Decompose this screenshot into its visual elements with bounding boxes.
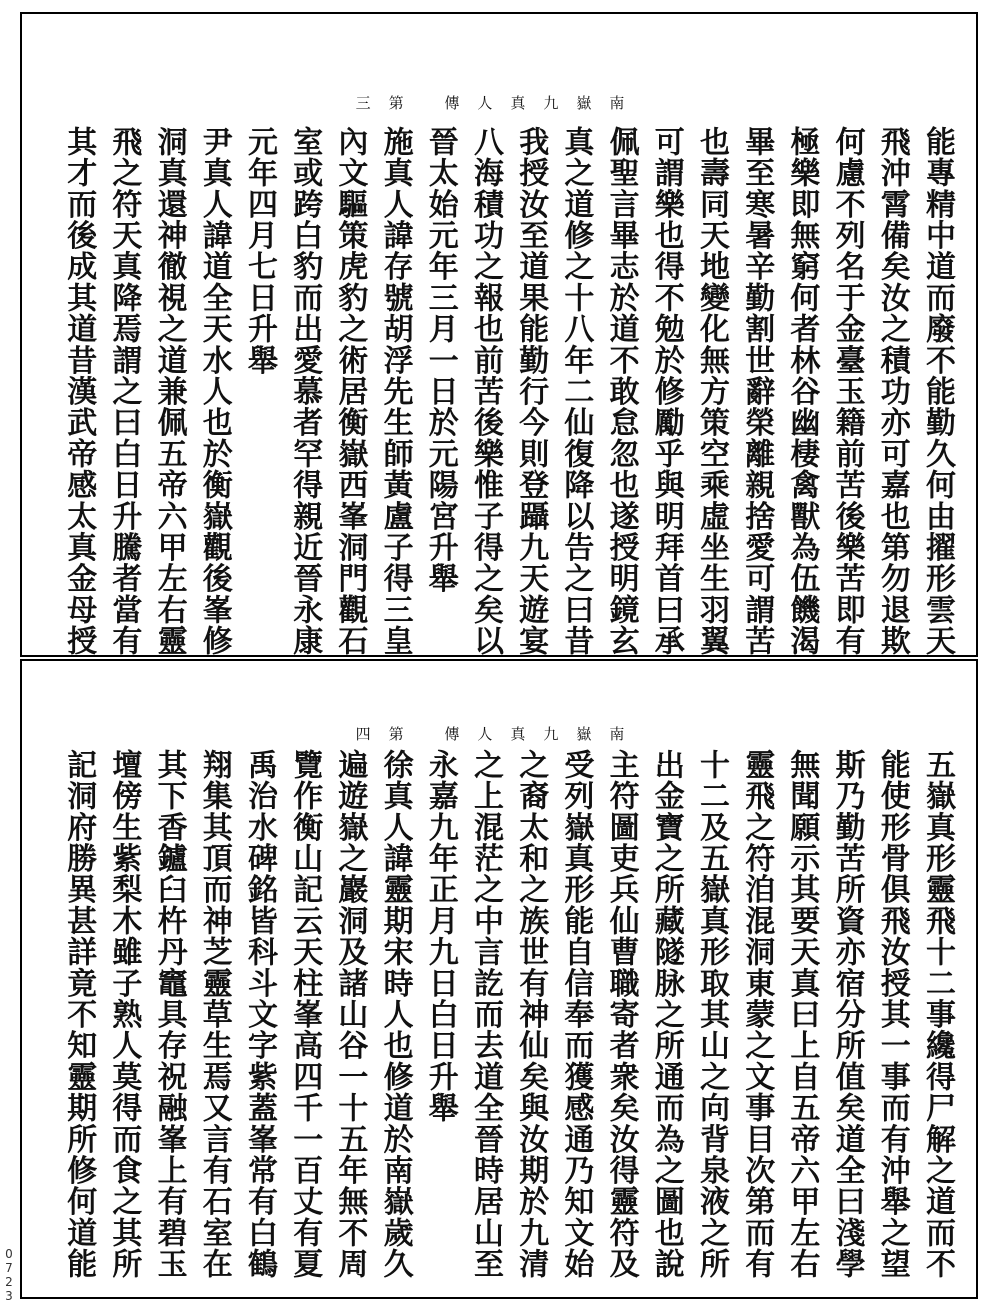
top-text-column: 室或跨白豹而出愛慕者罕得親近晉永康 (287, 126, 323, 657)
lower-page-header: 南嶽九真人傳 第四 (355, 725, 643, 743)
bottom-text-column: 壇傍生紫梨木雖子熟人莫得而食之其所 (106, 749, 142, 1280)
bottom-text-column: 斯乃勤苦所資亦宿分所值矣道全曰淺學 (829, 749, 865, 1280)
bottom-text-column: 能使形骨俱飛汝授其一事而有沖舉之望 (874, 749, 910, 1280)
top-text-column: 何慮不列名于金臺玉籍前苦後樂苦即有 (829, 126, 865, 657)
top-text-column: 也壽同天地變化無方策空乘虛坐生羽翼 (694, 126, 729, 657)
top-text-column: 我授汝至道果能勤行今則登躡九天遊宴 (513, 126, 549, 657)
top-text-column: 內文驅策虎豹之術居衡嶽西峯洞門觀石 (332, 126, 368, 657)
page-number: 0723 (2, 1247, 16, 1303)
bottom-text-column: 靈飛之符洎混洞東蒙之文事目次第而有 (739, 749, 775, 1280)
bottom-text-column: 翔集其頂而神芝靈草生焉又言有石室在 (196, 749, 232, 1280)
top-text-column: 元年四月七日升舉 (242, 126, 277, 376)
bottom-text-column: 受列嶽真形能自信奉而獲感通乃知文始 (558, 749, 594, 1280)
top-text-column: 其才而後成其道昔漢武帝感太真金母授 (61, 126, 97, 657)
bottom-text-column: 覽作衡山記云天柱峯高四千一百丈有夏 (287, 749, 323, 1280)
top-text-column: 尹真人諱道全天水人也於衡嶽觀後峯修 (196, 126, 232, 657)
upper-page-panel (20, 12, 978, 657)
top-text-column: 飛之符天真降焉謂之曰白日升騰者當有 (106, 126, 142, 657)
top-text-column: 晉太始元年三月一日於元陽宮升舉 (422, 126, 458, 594)
bottom-text-column: 之裔太和之族世有神仙矣與汝期於九清 (513, 749, 549, 1280)
top-text-column: 真之道修之十八年二仙復降以告之曰昔 (558, 126, 594, 657)
bottom-text-column: 出金寶之所藏隧脉之所通而為之圖也說 (648, 749, 684, 1280)
bottom-text-column: 五嶽真形靈飛十二事纔得尸解之道而不 (920, 749, 955, 1280)
bottom-text-column: 其下香鑪臼杵丹竈具存祝融峯上有碧玉 (151, 749, 187, 1280)
top-text-column: 畢至寒暑辛勤割世辭榮離親捨愛可謂苦 (739, 126, 775, 657)
bottom-text-column: 禹治水碑銘皆科斗文字紫蓋峯常有白鶴 (242, 749, 277, 1280)
bottom-text-column: 遍遊嶽之巖洞及諸山谷一十五年無不周 (332, 749, 368, 1280)
upper-page-header: 南嶽九真人傳 第三 (355, 94, 643, 112)
top-text-column: 洞真還神徹視之道兼佩五帝六甲左右靈 (151, 126, 187, 657)
bottom-text-column: 之上混茫之中言訖而去道全晉時居山至 (468, 749, 503, 1280)
bottom-text-column: 永嘉九年正月九日白日升舉 (422, 749, 458, 1124)
bottom-text-column: 十二及五嶽真形取其山之向背泉液之所 (694, 749, 729, 1280)
bottom-text-column: 記洞府勝異甚詳竟不知靈期所修何道能 (61, 749, 97, 1280)
top-text-column: 八海積功之報也前苦後樂惟子得之矣以 (468, 126, 503, 657)
top-text-column: 可謂樂也得不勉於修勵乎與明拜首曰承 (648, 126, 684, 657)
bottom-text-column: 徐真人諱靈期宋時人也修道於南嶽歲久 (377, 749, 413, 1280)
bottom-text-column: 主符圖吏兵仙曹職寄者衆矣汝得靈符及 (603, 749, 639, 1280)
lower-page-panel (20, 659, 978, 1299)
bottom-text-column: 無聞願示其要天真曰上自五帝六甲左右 (784, 749, 820, 1280)
top-text-column: 飛沖霄備矣汝之積功亦可嘉也第勿退欺 (874, 126, 910, 657)
top-text-column: 極樂即無窮何者林谷幽棲禽獸為伍饑渴 (784, 126, 820, 657)
top-text-column: 佩聖言畢志於道不敢怠忽也遂授明鏡玄 (603, 126, 639, 657)
top-text-column: 能專精中道而廢不能勤久何由擢形雲天 (920, 126, 955, 657)
top-text-column: 施真人諱存號胡浮先生師黃盧子得三皇 (377, 126, 413, 657)
